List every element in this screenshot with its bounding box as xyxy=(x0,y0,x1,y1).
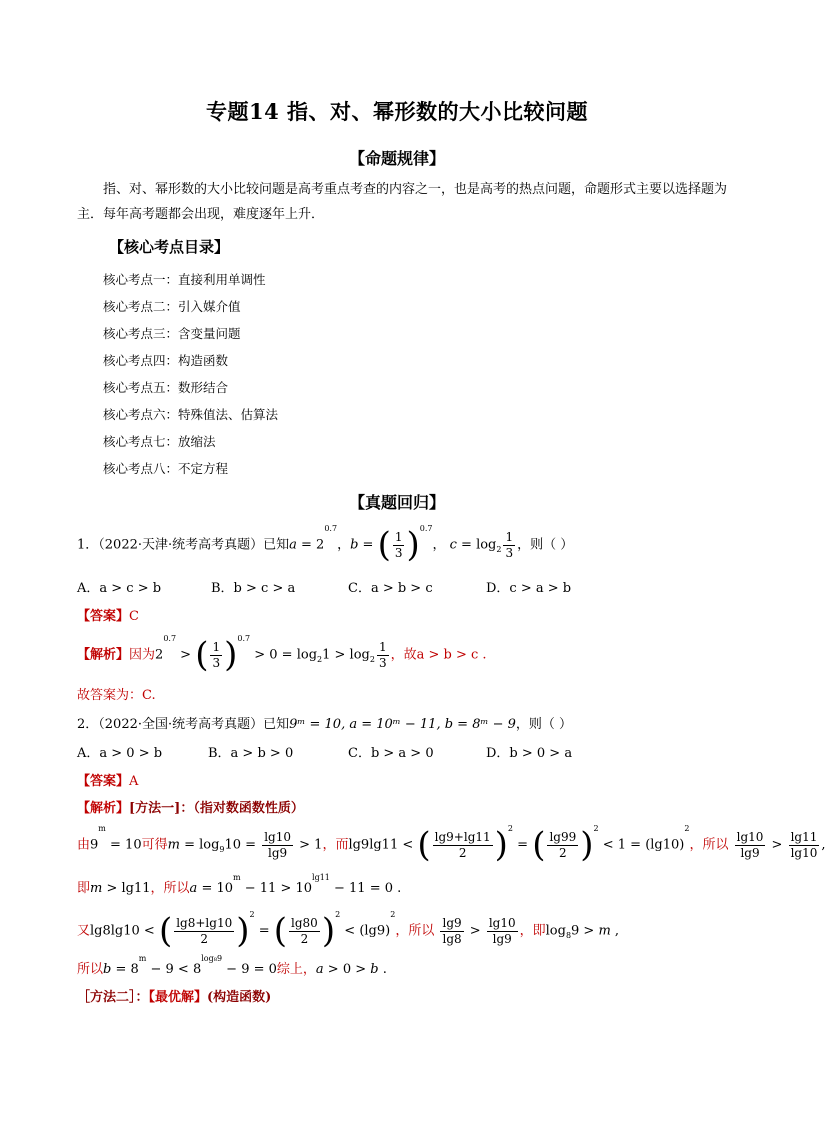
toc-item: 核心考点五：数形结合 xyxy=(103,380,229,395)
q2-option-c[interactable]: C．b > a > 0 xyxy=(348,746,434,761)
question-1-stem: 1．（2022·天津·统考高考真题）已知$a = 2^{0.7}$，b = ( $\frac{1}{3}$ )$^{0.7}$， $c = \log_2$ $\frac{1}{3}$ ，则（ ） xyxy=(77,524,574,565)
q1-option-c[interactable]: C．a > b > c xyxy=(348,581,433,596)
q2-line-2: 即m > lg11，所以$a = 10^m - 11 > 10^{lg11} - 11 = 0$ . xyxy=(77,873,402,896)
q2-method2: ［方法二］：【最优解】(构造函数) xyxy=(77,990,272,1005)
toc-item: 核心考点八：不定方程 xyxy=(103,461,229,476)
toc-item: 核心考点三：含变量问题 xyxy=(103,326,241,341)
q2-line-3: 又lg8lg10 < ( $\frac{\lg 8+\lg 10}{2}$ )$^2$ = ( $\frac{\lg 80}{2}$ )$^2 < (\lg 9)^2$，所以 $\frac{\lg 9}{\lg 8}$ > $\frac{\lg 10}{\lg 9}$ ，即$\log_89 > m$ , xyxy=(77,910,620,951)
q2-option-a[interactable]: A．a > 0 > b xyxy=(77,746,163,761)
page-title: 专题14 指、对、幂形数的大小比较问题 xyxy=(205,99,589,124)
toc-item: 核心考点七：放缩法 xyxy=(103,434,216,449)
q2-answer: 【答案】A xyxy=(77,774,139,789)
q1-analysis: 【解析】因为$2^{0.7}$ > ( $\frac{1}{3}$ )$^{0.7} > 0 = \log_21 > \log_2$ $\frac{1}{3}$ ，故a > b > c . xyxy=(77,634,487,675)
q2-analysis-method1: 【解析】[方法一]：（指对数函数性质） xyxy=(77,801,304,816)
toc-item: 核心考点四：构造函数 xyxy=(103,353,229,368)
toc-heading: 【核心考点目录】 xyxy=(109,238,230,256)
toc-item: 核心考点六：特殊值法、估算法 xyxy=(103,407,279,422)
q2-option-d[interactable]: D．b > 0 > a xyxy=(486,746,573,761)
q2-line-1: 由$9^m = 10$可得$m = \log_910$ = $\frac{\lg 10}{\lg 9}$ > 1，而lg9lg11 < ( $\frac{\lg 9+\lg 11}{2}$ )$^2$ = ( $\frac{\lg 99}{2}$ )$^2 < 1 = (\lg 10)^2$，所以 $\frac{\lg 10}{\lg 9}$ > $\frac{\lg 11}{\lg 10}$ , xyxy=(77,824,826,865)
q2-line-4: 所以$b = 8^m - 9 < 8^{log_89} - 9 = 0$综上，a > 0 > b . xyxy=(77,954,387,977)
section-heading-real: 【真题回归】 xyxy=(348,493,445,512)
q1-option-d[interactable]: D．c > a > b xyxy=(486,581,572,596)
q1-option-a[interactable]: A．a > c > b xyxy=(77,581,162,596)
toc-item: 核心考点一：直接利用单调性 xyxy=(103,272,266,287)
q1-conclusion: 故答案为：C. xyxy=(77,688,156,703)
q1-option-b[interactable]: B．b > c > a xyxy=(211,581,296,596)
section-heading-rules: 【命题规律】 xyxy=(348,149,445,168)
question-2-stem: 2．（2022·全国·统考高考真题）已知9ᵐ = 10, a = 10ᵐ − 11, b = 8ᵐ − 9，则（ ） xyxy=(77,717,573,732)
toc-item: 核心考点二：引入媒介值 xyxy=(103,299,241,314)
q2-option-b[interactable]: B．a > b > 0 xyxy=(208,746,294,761)
q1-answer: 【答案】C xyxy=(77,609,139,624)
rules-paragraph: 指、对、幂形数的大小比较问题是高考重点考查的内容之一，也是高考的热点问题，命题形式主要以选择题为主．每年高考题都会出现，难度逐年上升． xyxy=(77,182,728,222)
